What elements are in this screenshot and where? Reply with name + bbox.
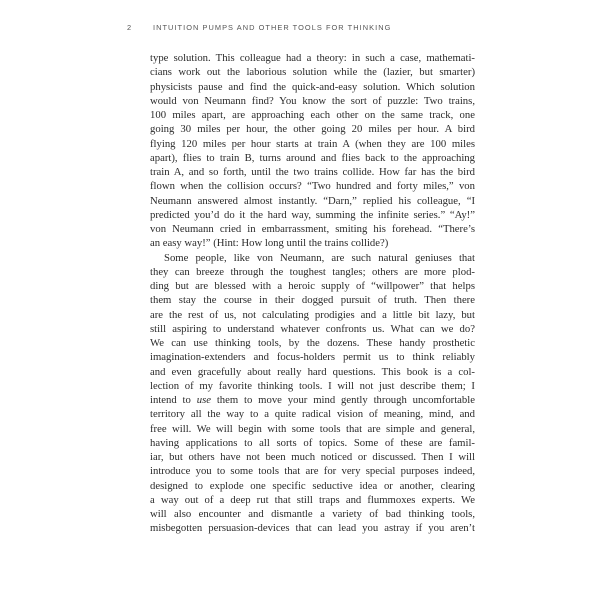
text-line-with-emphasis	[150, 393, 475, 407]
text-line: physicists pause and find the quick-and-easy solution. Which solution	[150, 80, 475, 93]
text-line: predicted you’d do it the hard way, summing the infinite series.” “Ay!”	[150, 208, 475, 221]
text-line: introduce you to some tools that are for very special purposes indeed,	[150, 465, 475, 478]
text-line: flying 120 miles per hour starts at train A (when they are 100 miles	[150, 137, 475, 150]
text-line: Some people, like von Neumann, are such natural geniuses that	[164, 251, 475, 264]
text-line: would von Neumann find? You know the sort of puzzle: Two trains,	[150, 94, 475, 107]
running-title: INTUITION PUMPS AND OTHER TOOLS FOR THINKING	[153, 23, 392, 32]
text-line: still aspiring to understand whatever confronts us. What can we do?	[150, 322, 475, 335]
text-line: type solution. This colleague had a theory: in such a case, mathemati-	[150, 52, 475, 64]
paragraph-2	[150, 251, 475, 536]
paragraph-1	[150, 51, 475, 251]
body-text	[150, 51, 475, 536]
running-header	[127, 23, 391, 32]
emphasis-text: use	[196, 394, 211, 406]
text-segment: intend to	[150, 394, 197, 406]
text-line: are the rest of us, not calculating prodigies and a little bit lazy, but	[150, 308, 475, 321]
text-line: will also encounter and dismantle a variety of bad thinking tools,	[150, 508, 475, 520]
text-line: an easy way!” (Hint: How long until the trains collide?)	[150, 237, 389, 250]
text-line: having applications to all sorts of topics. Some of these are famil-	[150, 436, 475, 449]
text-line: von Neumann cried in embarrassment, smiting his forehead. “There’s	[150, 223, 475, 235]
text-line: territory all the way to a quite radical vision of meaning, mind, and	[150, 408, 475, 421]
text-line: going 30 miles per hour, the other going 20 miles per hour. A bird	[150, 123, 475, 136]
text-line: imagination-extenders and focus-holders permit us to think reliably	[150, 351, 475, 364]
text-line: free will. We will begin with some tools that are simple and general,	[150, 422, 475, 435]
text-line: misbegotten persuasion-devices that can lead you astray if you aren’t	[150, 522, 475, 535]
text-line: ding but are blessed with a heroic supply of “willpower” that helps	[150, 280, 475, 292]
text-line: iar, but others have not been much noticed or discussed. Then I will	[150, 451, 475, 463]
text-line: lection of my favorite thinking tools. I will not just describe them; I	[150, 379, 475, 392]
text-line: train A, and so forth, until the two trains collide. How far has the bird	[150, 166, 475, 178]
text-line: them stay the course in their dogged pursuit of truth. Then there	[150, 294, 475, 307]
page-number: 2	[127, 23, 133, 32]
text-line: cians work out the laborious solution while the (lazier, but smarter)	[150, 66, 475, 79]
text-segment: them to move your mind gently through uncomfortable	[210, 394, 475, 406]
text-line: designed to explode one specific seductive idea or another, clearing	[150, 479, 475, 492]
text-line: flown when the collision occurs? “Two hundred and forty miles,” von	[150, 180, 475, 193]
text-line: and even gracefully about really hard questions. This book is a col-	[150, 365, 475, 378]
text-line: they can breeze through the toughest tangles; others are more plod-	[150, 265, 475, 278]
text-line: apart), flies to train B, turns around and flies back to the approaching	[150, 151, 475, 164]
text-line: Neumann answered almost instantly. “Darn,” replied his colleague, “I	[150, 194, 475, 207]
text-line: 100 miles apart, are approaching each other on the same track, one	[150, 109, 475, 121]
text-line: We can use thinking tools, by the dozens. These handy prosthetic	[150, 337, 475, 349]
text-line: a way out of a deep rut that still traps and flummoxes experts. We	[150, 493, 475, 506]
